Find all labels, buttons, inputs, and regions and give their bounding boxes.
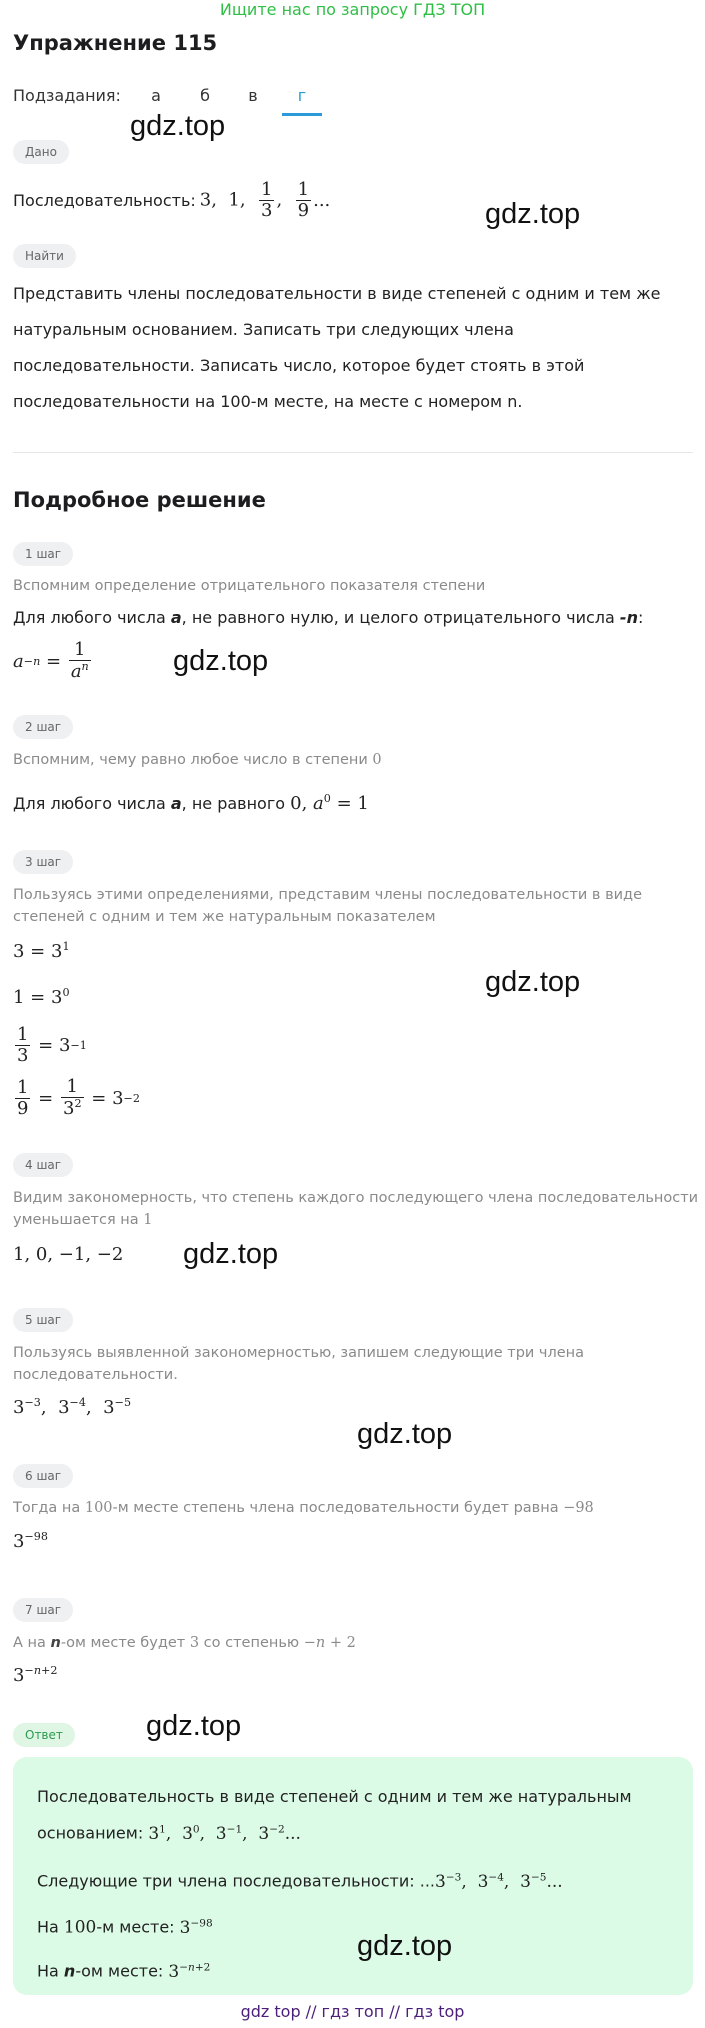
step-3-formula-4: $\frac{1}{9}$ = $\frac{1}{3^2}$ = 3 −2 xyxy=(17,1076,140,1119)
given-sequence: Последовательность: 3, 1, $\frac{1}{3}$ , $\frac{1}{9}$ ... xyxy=(13,178,331,221)
seq-term-3: $\frac{1}{3}$ xyxy=(261,178,273,221)
watermark: gdz.top xyxy=(485,198,581,230)
step-4-pill: 4 шаг xyxy=(13,1153,73,1177)
step-7-hint: А на n-ом месте будет 3 со степенью −n + 2 xyxy=(13,1635,356,1651)
answer-line-1: Последовательность в виде степеней с одним и тем же натуральным xyxy=(37,1787,632,1806)
solution-heading: Подробное решение xyxy=(13,488,266,512)
answer-pill: Ответ xyxy=(13,1723,75,1747)
answer-line-3: Следующие три члена последовательности: $...3^{-3}$, $3^{-4}$, $3^{-5}$... xyxy=(37,1871,563,1892)
find-line-4: последовательности на 100-м месте, на месте с номером n. xyxy=(13,392,523,411)
step-5-hint-1: Пользуясь выявленной закономерностью, запишем следующие три члена xyxy=(13,1345,585,1361)
active-tab-indicator xyxy=(282,113,322,116)
given-label: Последовательность: xyxy=(13,190,196,210)
step-4-hint-2: уменьшается на 1 xyxy=(13,1212,153,1228)
tab-g[interactable]: г xyxy=(297,86,307,105)
watermark: gdz.top xyxy=(130,110,226,142)
watermark: gdz.top xyxy=(357,1930,453,1962)
step-4-formula: 1, 0, −1, −2 xyxy=(13,1244,124,1265)
step-1-text: Для любого числа a, не равного нулю, и целого отрицательного числа -n: xyxy=(13,608,644,627)
watermark: gdz.top xyxy=(357,1418,453,1450)
step-4-hint-1: Видим закономерность, что степень каждого последующего члена последовательности xyxy=(13,1190,699,1206)
answer-line-5: На n-ом месте: $3^{-n+2}$ xyxy=(37,1961,211,1982)
watermark: gdz.top xyxy=(485,966,581,998)
section-divider xyxy=(13,452,693,453)
step-3-hint-1: Пользуясь этими определениями, представим члены последовательности в виде xyxy=(13,887,642,903)
tab-a[interactable]: а xyxy=(151,86,161,105)
step-1-formula: a −n = $\frac{1}{a^n}$ xyxy=(13,639,89,682)
answer-line-2: основанием: $3^1$, $3^0$, $3^{-1}$, $3^{-2}$... xyxy=(37,1823,301,1844)
step-5-pill: 5 шаг xyxy=(13,1308,73,1332)
step-5-formula: $3^{-3}$, $3^{-4}$, $3^{-5}$ xyxy=(13,1396,132,1418)
step-3-formula-3: $\frac{1}{3}$ = 3 −1 xyxy=(17,1023,87,1066)
step-3-formula-1: $3 = 3^1$ xyxy=(13,940,70,962)
footer-links[interactable]: gdz top // гдз топ // гдз top xyxy=(240,2002,465,2021)
find-line-3: последовательности. Записать число, которое будет стоять в этой xyxy=(13,356,585,375)
watermark: gdz.top xyxy=(173,645,269,677)
find-line-1: Представить члены последовательности в виде степеней с одним и тем же xyxy=(13,284,661,303)
subtasks-label: Подзадания: xyxy=(13,86,121,105)
given-pill: Дано xyxy=(13,140,69,164)
tab-v[interactable]: в xyxy=(248,86,258,105)
step-6-formula: $3^{-98}$ xyxy=(13,1530,48,1552)
step-3-formula-2: $1 = 3^0$ xyxy=(13,986,70,1008)
step-3-hint-2: степеней с одним и тем же натуральным показателем xyxy=(13,909,436,925)
step-7-pill: 7 шаг xyxy=(13,1598,73,1622)
find-line-2: натуральным основанием. Записать три следующих члена xyxy=(13,320,514,339)
tab-b[interactable]: б xyxy=(200,86,210,105)
watermark: gdz.top xyxy=(146,1710,242,1742)
step-2-pill: 2 шаг xyxy=(13,715,73,739)
step-7-formula: $3^{-n+2}$ xyxy=(13,1664,58,1686)
find-pill: Найти xyxy=(13,244,76,268)
step-2-hint: Вспомним, чему равно любое число в степени 0 xyxy=(13,752,382,768)
promo-banner[interactable]: Ищите нас по запросу ГДЗ ТОП xyxy=(219,0,486,19)
answer-line-4: На 100-м месте: $3^{-98}$ xyxy=(37,1917,213,1938)
step-1-pill: 1 шаг xyxy=(13,542,73,566)
seq-term-4: $\frac{1}{9}$ xyxy=(297,178,310,221)
step-2-text: Для любого числа a, не равного 0, $a^0 = 1$ xyxy=(13,792,369,814)
watermark: gdz.top xyxy=(183,1238,279,1270)
page-title: Упражнение 115 xyxy=(13,31,218,55)
step-5-hint-2: последовательности. xyxy=(13,1367,178,1383)
step-3-pill: 3 шаг xyxy=(13,850,73,874)
step-1-hint: Вспомним определение отрицательного показателя степени xyxy=(13,578,486,594)
step-6-pill: 6 шаг xyxy=(13,1464,73,1488)
seq-term-2: 1 xyxy=(228,189,240,210)
seq-term-1: 3 xyxy=(199,189,212,210)
step-6-hint: Тогда на 100-м месте степень члена последовательности будет равна −98 xyxy=(13,1500,594,1516)
